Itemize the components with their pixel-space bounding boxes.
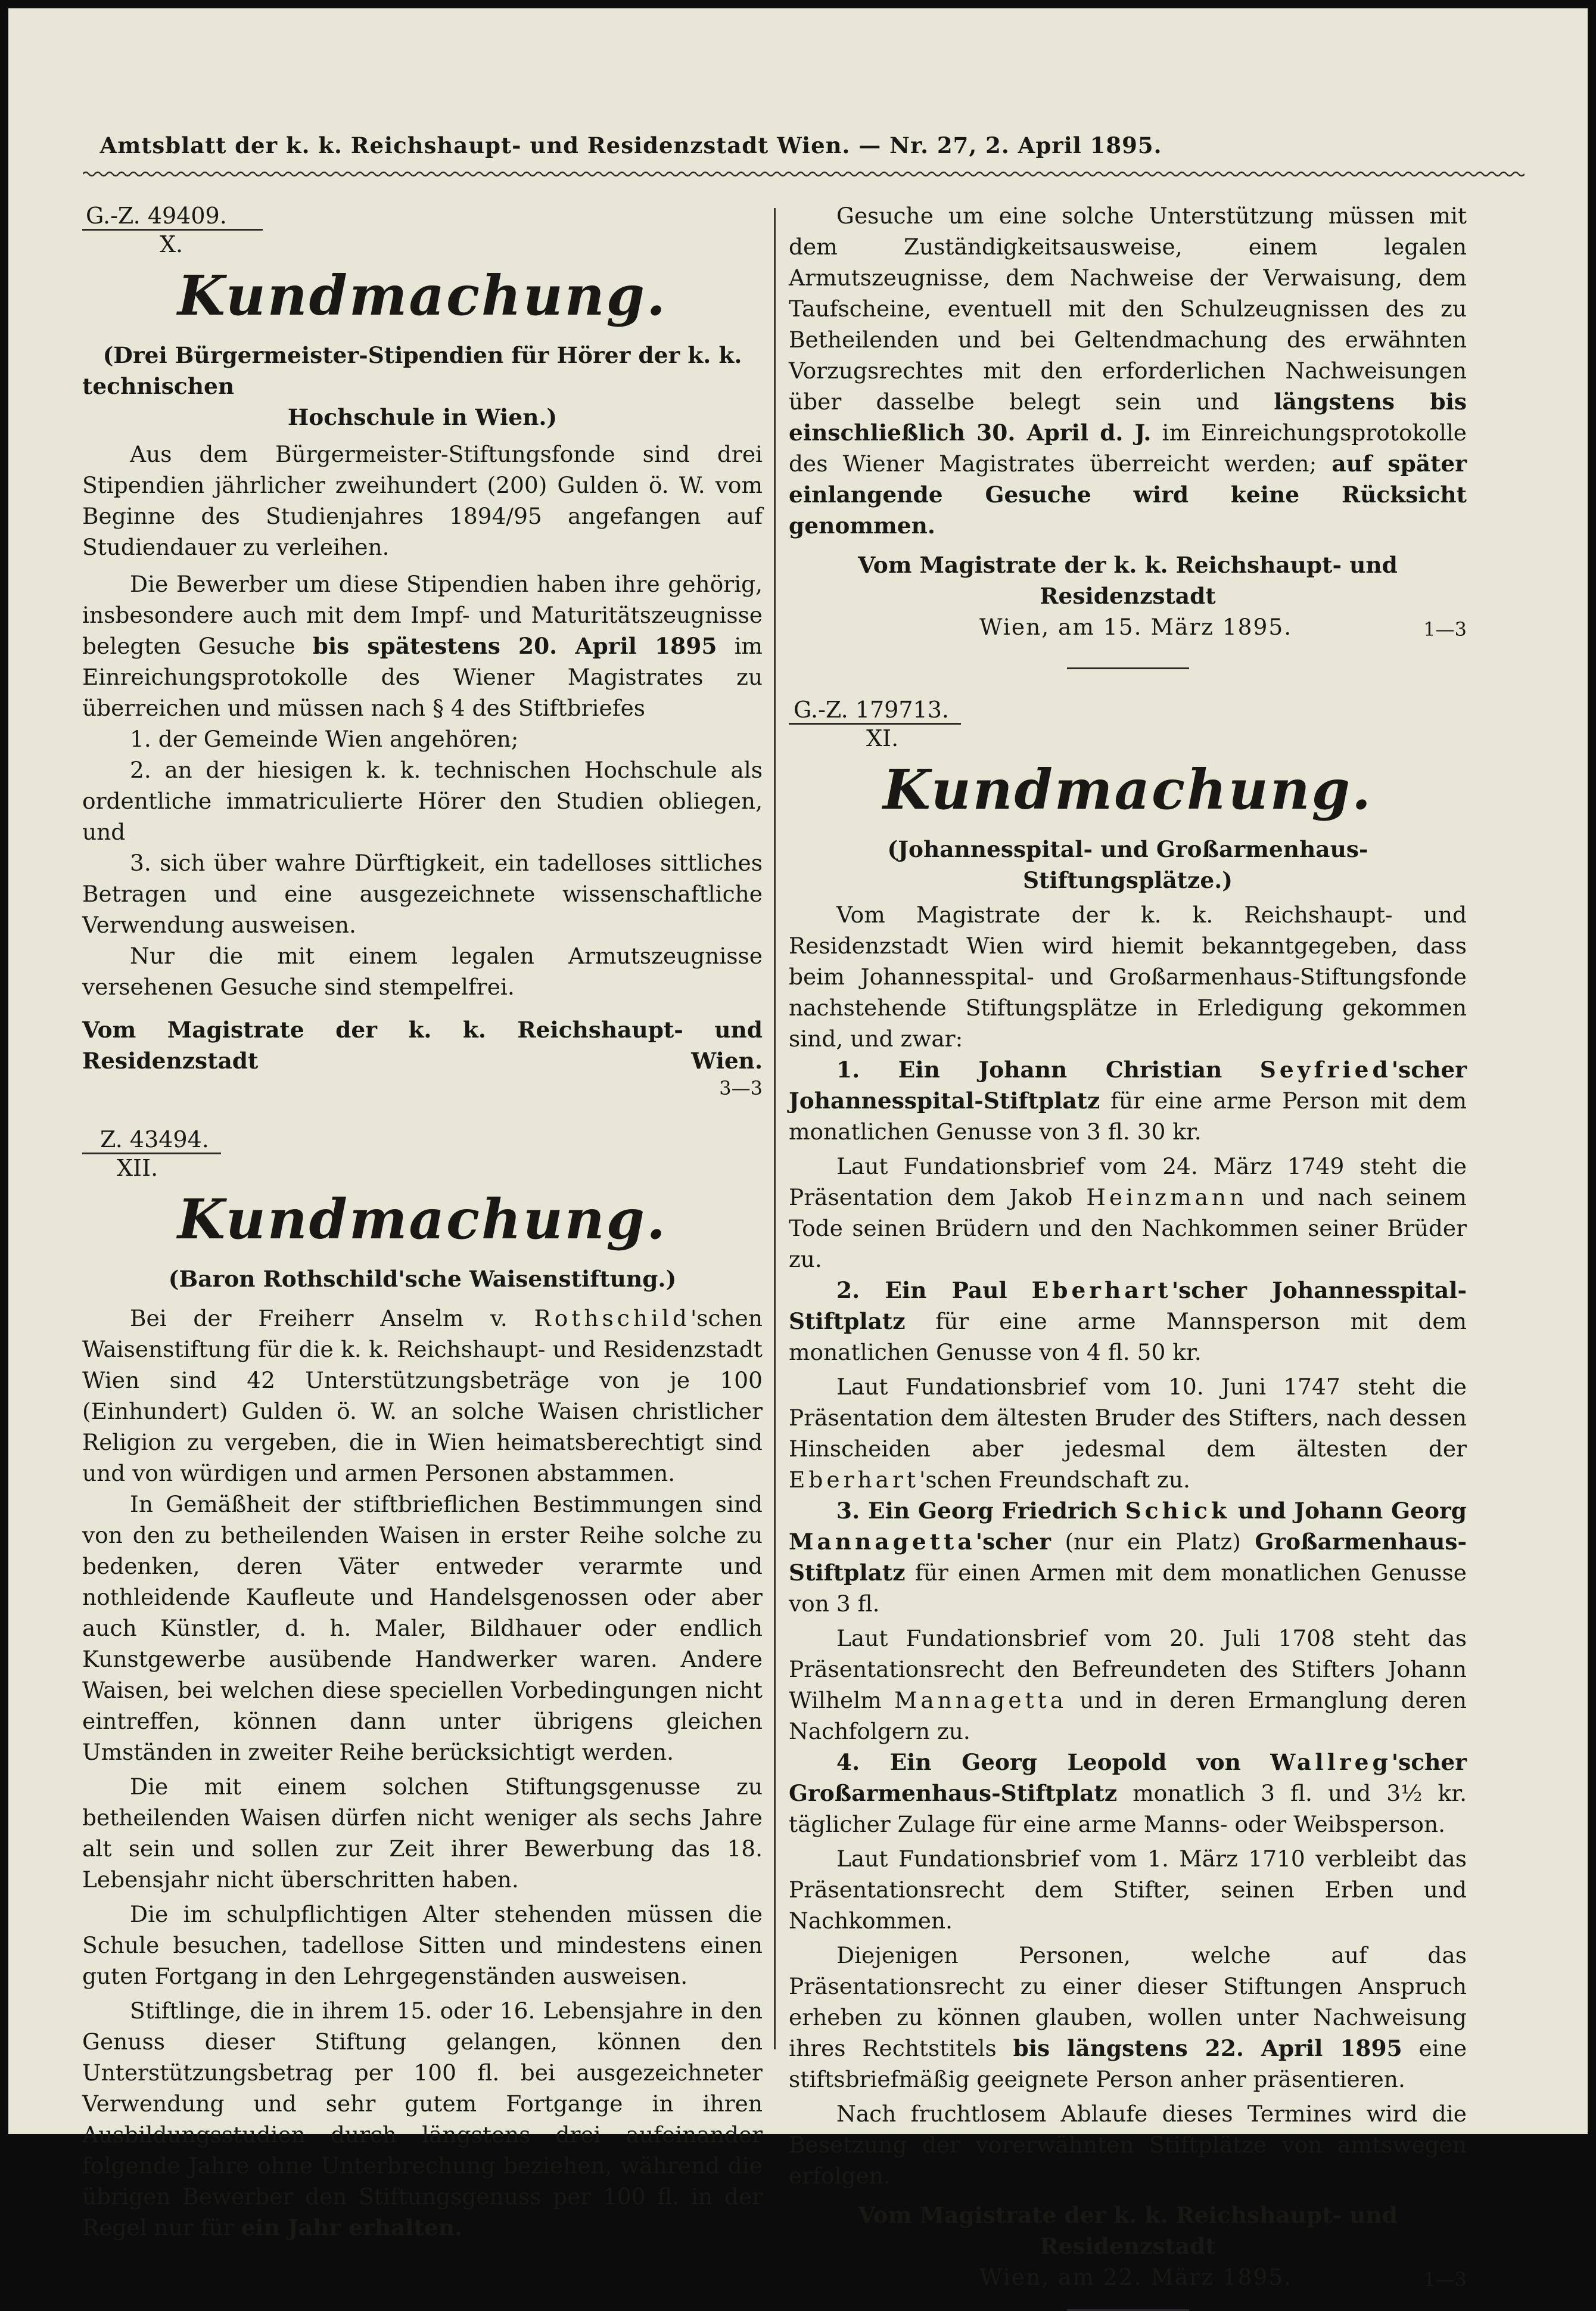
paragraph: In Gemäßheit der stiftbrieflichen Bestimmungen sind von den zu betheilenden Waisen in erster Reihe solche zu bedenken, deren Väter entweder verarmte und nothleidende Kaufleute und Handelsgenossen oder aber auch Künstler, d. h. Maler, Bildhauer oder endlich Kunstgewerbe ausübende Handwerker waren. Andere Waisen, bei welchen diese speciellen Vorbedingungen nicht eintreffen, können dann unter übrigens gleichen Umständen in zweiter Reihe berücksichtigt werden. <box>82 1491 763 1765</box>
reference-number: G.-Z. 179713. <box>789 697 961 725</box>
paragraph: Diejenigen Personen, welche auf das Präsentationsrecht zu einer dieser Stiftungen Anspruch erheben zu können glauben, wollen unter Nachweisung ihres Rechtstitels bis längstens 22. April 1895 eine stiftsbriefmäßig geeignete Person anher präsentieren. <box>789 1942 1467 2092</box>
notice-number: XII. <box>117 1155 158 1181</box>
paragraph: Die Bewerber um diese Stipendien haben ihre gehörig, insbesondere auch mit dem Impf- und Maturitätszeugnisse belegten Gesuche bis spätestens 20. April 1895 im Einreichungsprotokolle des Wiener Magistrates zu überreichen und müssen nach § 4 des Stiftbriefes <box>82 571 763 721</box>
list-item: 1. der Gemeinde Wien angehören; <box>130 726 519 752</box>
paragraph: Bei der Freiherr Anselm v. Rothschild'schen Waisenstiftung für die k. k. Reichshaupt- und Residenzstadt Wien sind 42 Unterstützungsbeträge von je 100 (Einhundert) Gulden ö. W. an solche Waisen christlicher Religion zu vergeben, die in Wien heimatsberechtigt sind und von würdigen und armen Personen abstammen. <box>82 1305 763 1486</box>
paragraph: Laut Fundationsbrief vom 1. März 1710 verbleibt das Präsentationsrecht dem Stifter, seinen Erben und Nachkommen. <box>789 1846 1467 1934</box>
list-item: 4. Ein Georg Leopold von Wallreg'scher Großarmenhaus-Stiftplatz monatlich 3 fl. und 3½ kr. täglicher Zulage für eine arme Manns- oder Weibsperson. <box>789 1749 1467 1837</box>
notice-title: Kundmachung. <box>177 1187 668 1251</box>
reference-number: G.-Z. 49409. <box>82 203 263 231</box>
date-line: Wien, am 22. März 1895. <box>979 2264 1293 2290</box>
date-line: Wien, am 15. März 1895. <box>979 614 1293 640</box>
paragraph: Laut Fundationsbrief vom 20. Juli 1708 steht das Präsentationsrecht den Befreundeten des Stifters Johann Wilhelm Mannagetta und in deren Ermanglung deren Nachfolgern zu. <box>789 1625 1467 1744</box>
paragraph: Die mit einem solchen Stiftungsgenusse zu betheilenden Waisen dürfen nicht weniger als sechs Jahre alt sein und sollen zur Zeit ihrer Bewerbung das 18. Lebensjahr nicht überschritten haben. <box>82 1773 763 1893</box>
notice-subtitle: (Baron Rothschild'sche Waisenstiftung.) <box>168 1266 677 1292</box>
notice-subtitle: (Johannesspital- und Großarmenhaus-Stiftungsplätze.) <box>887 836 1368 893</box>
column-divider <box>774 208 776 2049</box>
right-column <box>789 200 1467 2311</box>
signature: Vom Magistrate der k. k. Reichshaupt- und Residenzstadt Wien. <box>82 1017 763 1074</box>
signature: Vom Magistrate der k. k. Reichshaupt- und Residenzstadt <box>858 552 1398 609</box>
issue-count: 1—3 <box>1423 2268 1467 2291</box>
notice-title: Kundmachung. <box>177 263 668 328</box>
reference-number: Z. 43494. <box>82 1126 221 1154</box>
notice-subtitle: (Drei Bürgermeister-Stipendien für Hörer der k. k. technischen <box>82 342 742 399</box>
separator <box>1067 667 1189 669</box>
list-item: 3. sich über wahre Dürftigkeit, ein tadelloses sittliches Betragen und eine ausgezeichnete wissenschaftliche Verwendung ausweisen. <box>82 850 763 938</box>
notice-number: X. <box>160 231 183 257</box>
paragraph: Vom Magistrate der k. k. Reichshaupt- und Residenzstadt Wien wird hiemit bekanntgegeben, dass beim Johannesspital- und Großarmenhaus-Stiftungsfonde nachstehende Stiftungsplätze in Erledigung gekommen sind, und zwar: <box>789 902 1467 1052</box>
paragraph: Nach fruchtlosem Ablaufe dieses Termines wird die Besetzung der vorerwähnten Stiftplätze von amtswegen erfolgen. <box>789 2101 1467 2189</box>
issue-count: 3—3 <box>719 1077 763 1099</box>
notice-title: Kundmachung. <box>882 757 1373 822</box>
notice-x <box>82 200 763 1100</box>
page-header: Amtsblatt der k. k. Reichshaupt- und Residenzstadt Wien. — Nr. 27, 2. April 1895. <box>99 132 1162 159</box>
notice-xi <box>789 694 1467 2311</box>
notice-xii <box>82 1124 763 2243</box>
paragraph: Die im schulpflichtigen Alter stehenden müssen die Schule besuchen, tadellose Sitten und mindestens einen guten Fortgang in den Lehrgegenständen ausweisen. <box>82 1901 763 1989</box>
issue-count: 1—3 <box>1423 618 1467 641</box>
paragraph: Laut Fundationsbrief vom 10. Juni 1747 steht die Präsentation dem ältesten Bruder des Stifters, nach dessen Hinscheiden aber jedesmal dem ältesten der Eberhart'schen Freundschaft zu. <box>789 1374 1467 1493</box>
list-item: 1. Ein Johann Christian Seyfried'scher Johannesspital-Stiftplatz für eine arme Person mit dem monatlichen Genusse von 3 fl. 30 kr. <box>789 1057 1467 1145</box>
notice-subtitle-2: Hochschule in Wien.) <box>287 404 558 430</box>
notice-number: XI. <box>866 725 899 751</box>
list-item: 2. Ein Paul Eberhart'scher Johannesspital-Stiftplatz für eine arme Mannsperson mit dem monatlichen Genusse von 4 fl. 50 kr. <box>789 1277 1467 1365</box>
paragraph: Stiftlinge, die in ihrem 15. oder 16. Lebensjahre in den Genuss dieser Stiftung gelangen, können den Unterstützungsbetrag per 100 fl. bei ausgezeichneter Verwendung und sehr gutem Fortgange in ihren Ausbildungsstudien durch längstens drei aufeinander folgende Jahre ohne Unterbrechung beziehen, während die übrigen Bewerber den Stiftungsgenuss per 100 fl. in der Regel nur für ein Jahr erhalten. <box>82 1998 763 2241</box>
paragraph: Laut Fundationsbrief vom 24. März 1749 steht die Präsentation dem Jakob Heinzmann und nach seinem Tode seinen Brüdern und den Nachkommen seiner Brüder zu. <box>789 1153 1467 1272</box>
left-column <box>82 200 763 2243</box>
wavy-rule <box>83 169 1525 179</box>
paragraph: Nur die mit einem legalen Armutszeugnisse versehenen Gesuche sind stempelfrei. <box>82 943 763 1000</box>
notice-xii-continued <box>789 200 1467 669</box>
paragraph: Aus dem Bürgermeister-Stiftungsfonde sind drei Stipendien jährlicher zweihundert (200) Gulden ö. W. vom Beginne des Studienjahres 1894/95 angefangen auf Studiendauer zu verleihen. <box>82 441 763 560</box>
list-item: 2. an der hiesigen k. k. technischen Hochschule als ordentliche immatriculierte Hörer den Studien obliegen, und <box>82 757 763 845</box>
paragraph: Gesuche um eine solche Unterstützung müssen mit dem Zuständigkeitsausweise, einem legalen Armutszeugnisse, dem Nachweise der Verwaisung, dem Taufscheine, eventuell mit den Schulzeugnissen des zu Betheilenden und bei Geltendmachung des erwähnten Vorzugsrechtes mit den erforderlichen Nachweisungen über dasselbe belegt sein und längstens bis einschließlich 30. April d. J. im Einreichungsprotokolle des Wiener Magistrates überreicht werden; auf später einlangende Gesuche wird keine Rücksicht genommen. <box>789 203 1467 539</box>
list-item: 3. Ein Georg Friedrich Schick und Johann Georg Mannagetta'scher (nur ein Platz) Großarmenhaus-Stiftplatz für einen Armen mit dem monatlichen Genusse von 3 fl. <box>789 1498 1467 1617</box>
newspaper-page <box>8 8 1588 2291</box>
signature: Vom Magistrate der k. k. Reichshaupt- und Residenzstadt <box>858 2202 1398 2259</box>
